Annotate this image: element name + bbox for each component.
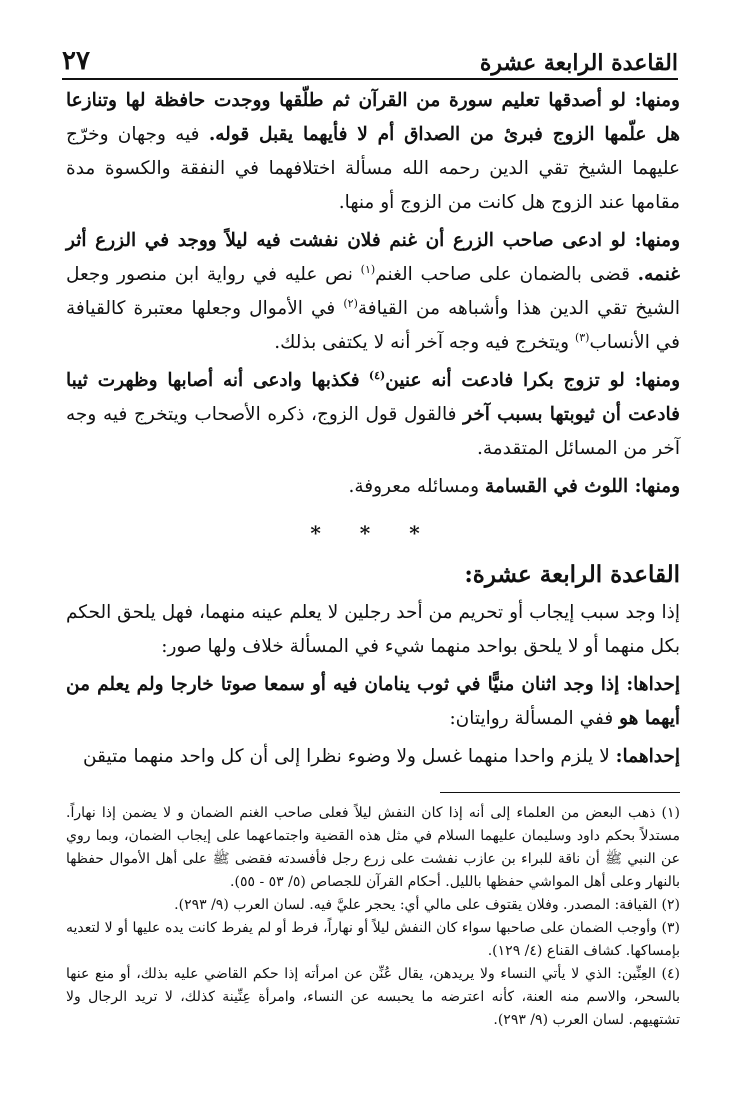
paragraph-lead: إحداهما: bbox=[615, 746, 680, 767]
footnote-ref-2: (٢) bbox=[343, 296, 358, 310]
main-text bbox=[66, 84, 680, 784]
footnote-2: (٢) القيافة: المصدر. وفلان يقتوف على مالي أي: يحجر عليَّ فيه. لسان العرب (٩/ ٢٩٣). bbox=[174, 897, 680, 913]
footnotes bbox=[66, 802, 680, 1032]
footnote-divider bbox=[440, 792, 680, 793]
paragraph-6 bbox=[66, 668, 680, 736]
paragraph-body: لا يلزم واحدا منهما غسل ولا وضوء نظرا إلى أن كل واحد منهما متيقن bbox=[83, 746, 610, 767]
paragraph-lead: إحداها: إذا وجد اثنان منيًّا في ثوب ينامان فيه أو سمعا صوتا خارجا ولم يعلم من أيهما هو bbox=[66, 674, 680, 729]
footnote-ref-3: (٣) bbox=[574, 330, 590, 344]
paragraph-body: قضى بالضمان على صاحب الغنم bbox=[375, 264, 630, 285]
section-heading: القاعدة الرابعة عشرة: bbox=[464, 561, 680, 588]
running-title: القاعدة الرابعة عشرة bbox=[479, 50, 678, 76]
footnote-3: (٣) وأوجب الضمان على صاحبها سواء كان النفش ليلاً أو نهاراً، فرط أو لم يفرط كانت يده عليها أو لا لتعديه بإمساكها. كشاف القناع (٤/ ١٢٩). bbox=[66, 920, 680, 959]
paragraph-body: ويتخرج فيه وجه آخر أنه لا يكتفى بذلك. bbox=[274, 332, 570, 353]
paragraph-lead: ومنها: لو أصدقها تعليم سورة من القرآن ثم طلّقها ووجدت حافظة لها وتنازعا هل علّمها الزوج فبرئ من الصداق أم لا فأيهما يقبل قوله. bbox=[66, 90, 680, 145]
page-number: ٢٧ bbox=[62, 46, 90, 76]
paragraph-body: فالقول قول الزوج، ذكره الأصحاب ويتخرج فيه وجه آخر من المسائل المتقدمة. bbox=[66, 404, 680, 459]
paragraph-2 bbox=[66, 224, 680, 360]
page-header bbox=[62, 40, 678, 80]
paragraph-body: ففي المسألة روايتان: bbox=[449, 708, 614, 729]
paragraph-body: إذا وجد سبب إيجاب أو تحريم من أحد رجلين لا يعلم عينه منهما، فهل يلحق الحكم بكل منهما أو لا يلحق بواحد منهما شيء في المسألة خلاف ولها صور: bbox=[66, 602, 681, 657]
footnote-1: (١) ذهب البعض من العلماء إلى أنه إذا كان النفش ليلاً فعلى صاحب الغنم الضمان و لا يضمن إذا نهاراً. مستدلاً بحكم داود وسليمان عليهما السلام في مثل هذه القضية واجتماعهما على إيجاب الضمان، وبما روي عن النبي ﷺ أن ناقة للبراء بن عازب نفشت على زرع رجل فأفسدته فقضى ﷺ على أهل الأموال حفظها بالنهار وعلى أهل المواشي حفظها بالليل. أحكام القرآن للجصاص (٥/ ٥٣ - ٥٥). bbox=[66, 805, 680, 890]
paragraph-4 bbox=[66, 470, 680, 504]
paragraph-3 bbox=[66, 364, 680, 466]
section-divider: * * * bbox=[310, 521, 436, 545]
paragraph-body: ومسائله معروفة. bbox=[348, 476, 480, 497]
footnote-4: (٤) العِنِّين: الذي لا يأتي النساء ولا يريدهن، يقال عُنِّن عن امرأته إذا حكم القاضي عليه بذلك، أو منع عنها بالسحر، والاسم منه العنة، كأنه اعترضه ما يحبسه عن النساء، وامرأة عِنِّينة كذلك، لا تريد الرجال ولا تشتهيهم. لسان العرب (٩/ ٢٩٣). bbox=[66, 966, 680, 1028]
paragraph-lead: فكذبها وادعى أنه أصابها وظهرت ثيبا فادعت أن ثيوبتها بسبب آخر bbox=[66, 370, 680, 425]
footnote-ref-4: (٤) bbox=[368, 368, 386, 382]
paragraph-lead: ومنها: اللوث في القسامة bbox=[485, 476, 680, 497]
paragraph-5 bbox=[66, 596, 680, 664]
paragraph-1 bbox=[66, 84, 680, 220]
footnote-ref-1: (١) bbox=[360, 262, 376, 276]
paragraph-lead: ومنها: لو ادعى صاحب الزرع أن غنم فلان نفشت فيه ليلاً ووجد في الزرع أثر غنمه. bbox=[66, 230, 680, 285]
paragraph-7 bbox=[66, 740, 680, 774]
paragraph-body: فيه وجهان وخرّج عليهما الشيخ تقي الدين رحمه الله مسألة اختلافهما في النفقة والكسوة مدة مقامها عند الزوج هل كانت من الزوج أو منها. bbox=[66, 124, 680, 213]
paragraph-body: نص عليه في رواية ابن منصور وجعل الشيخ تقي الدين هذا وأشباهه من القيافة bbox=[66, 264, 680, 319]
paragraph-body: في الأموال وجعلها معتبرة كالقيافة في الأنساب bbox=[66, 298, 680, 353]
paragraph-lead: ومنها: لو تزوج بكرا فادعت أنه عنين bbox=[385, 370, 681, 391]
